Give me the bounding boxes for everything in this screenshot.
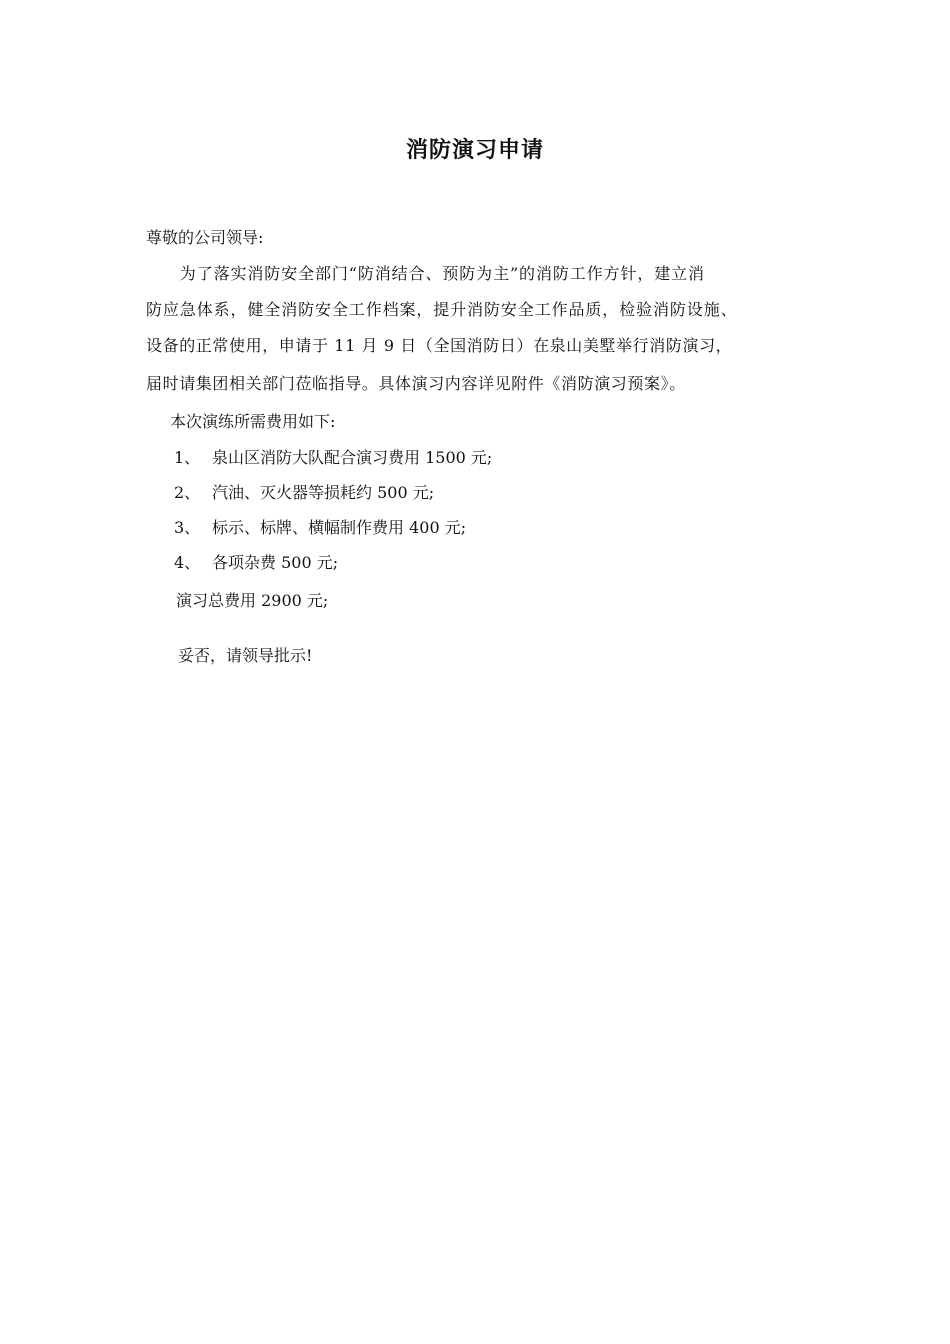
- expense-item: [174, 446, 492, 470]
- expense-item: [174, 551, 338, 575]
- expense-item-number: 3、: [174, 518, 201, 537]
- expense-item-text: 各项杂费 500 元;: [212, 553, 339, 572]
- greeting: 尊敬的公司领导:: [146, 228, 264, 247]
- document-title: 消防演习申请: [405, 137, 544, 163]
- closing-line: 妥否，请领导批示!: [178, 646, 313, 665]
- expense-item: [174, 516, 466, 540]
- body-line-2: 防应急体系，健全消防安全工作档案，提升消防安全工作品质，检验消防设施、: [146, 300, 738, 319]
- expense-item: [174, 481, 434, 505]
- expense-item-number: 1、: [174, 448, 201, 467]
- total-cost: 演习总费用 2900 元;: [176, 591, 329, 610]
- expense-item-text: 泉山区消防大队配合演习费用 1500 元;: [212, 448, 493, 467]
- body-line-4: 届时请集团相关部门莅临指导。具体演习内容详见附件《消防演习预案》。: [146, 374, 686, 393]
- expense-item-number: 4、: [174, 553, 201, 572]
- body-line-1: 为了落实消防安全部门“防消结合、预防为主”的消防工作方针，建立消: [146, 264, 705, 283]
- expense-item-number: 2、: [174, 483, 201, 502]
- expense-item-text: 标示、标牌、横幅制作费用 400 元;: [212, 518, 467, 537]
- body-line-3: 设备的正常使用，申请于 11 月 9 日（全国消防日）在泉山美墅举行消防演习，: [146, 336, 733, 355]
- expense-intro: 本次演练所需费用如下:: [170, 412, 336, 431]
- expense-item-text: 汽油、灭火器等损耗约 500 元;: [212, 483, 435, 502]
